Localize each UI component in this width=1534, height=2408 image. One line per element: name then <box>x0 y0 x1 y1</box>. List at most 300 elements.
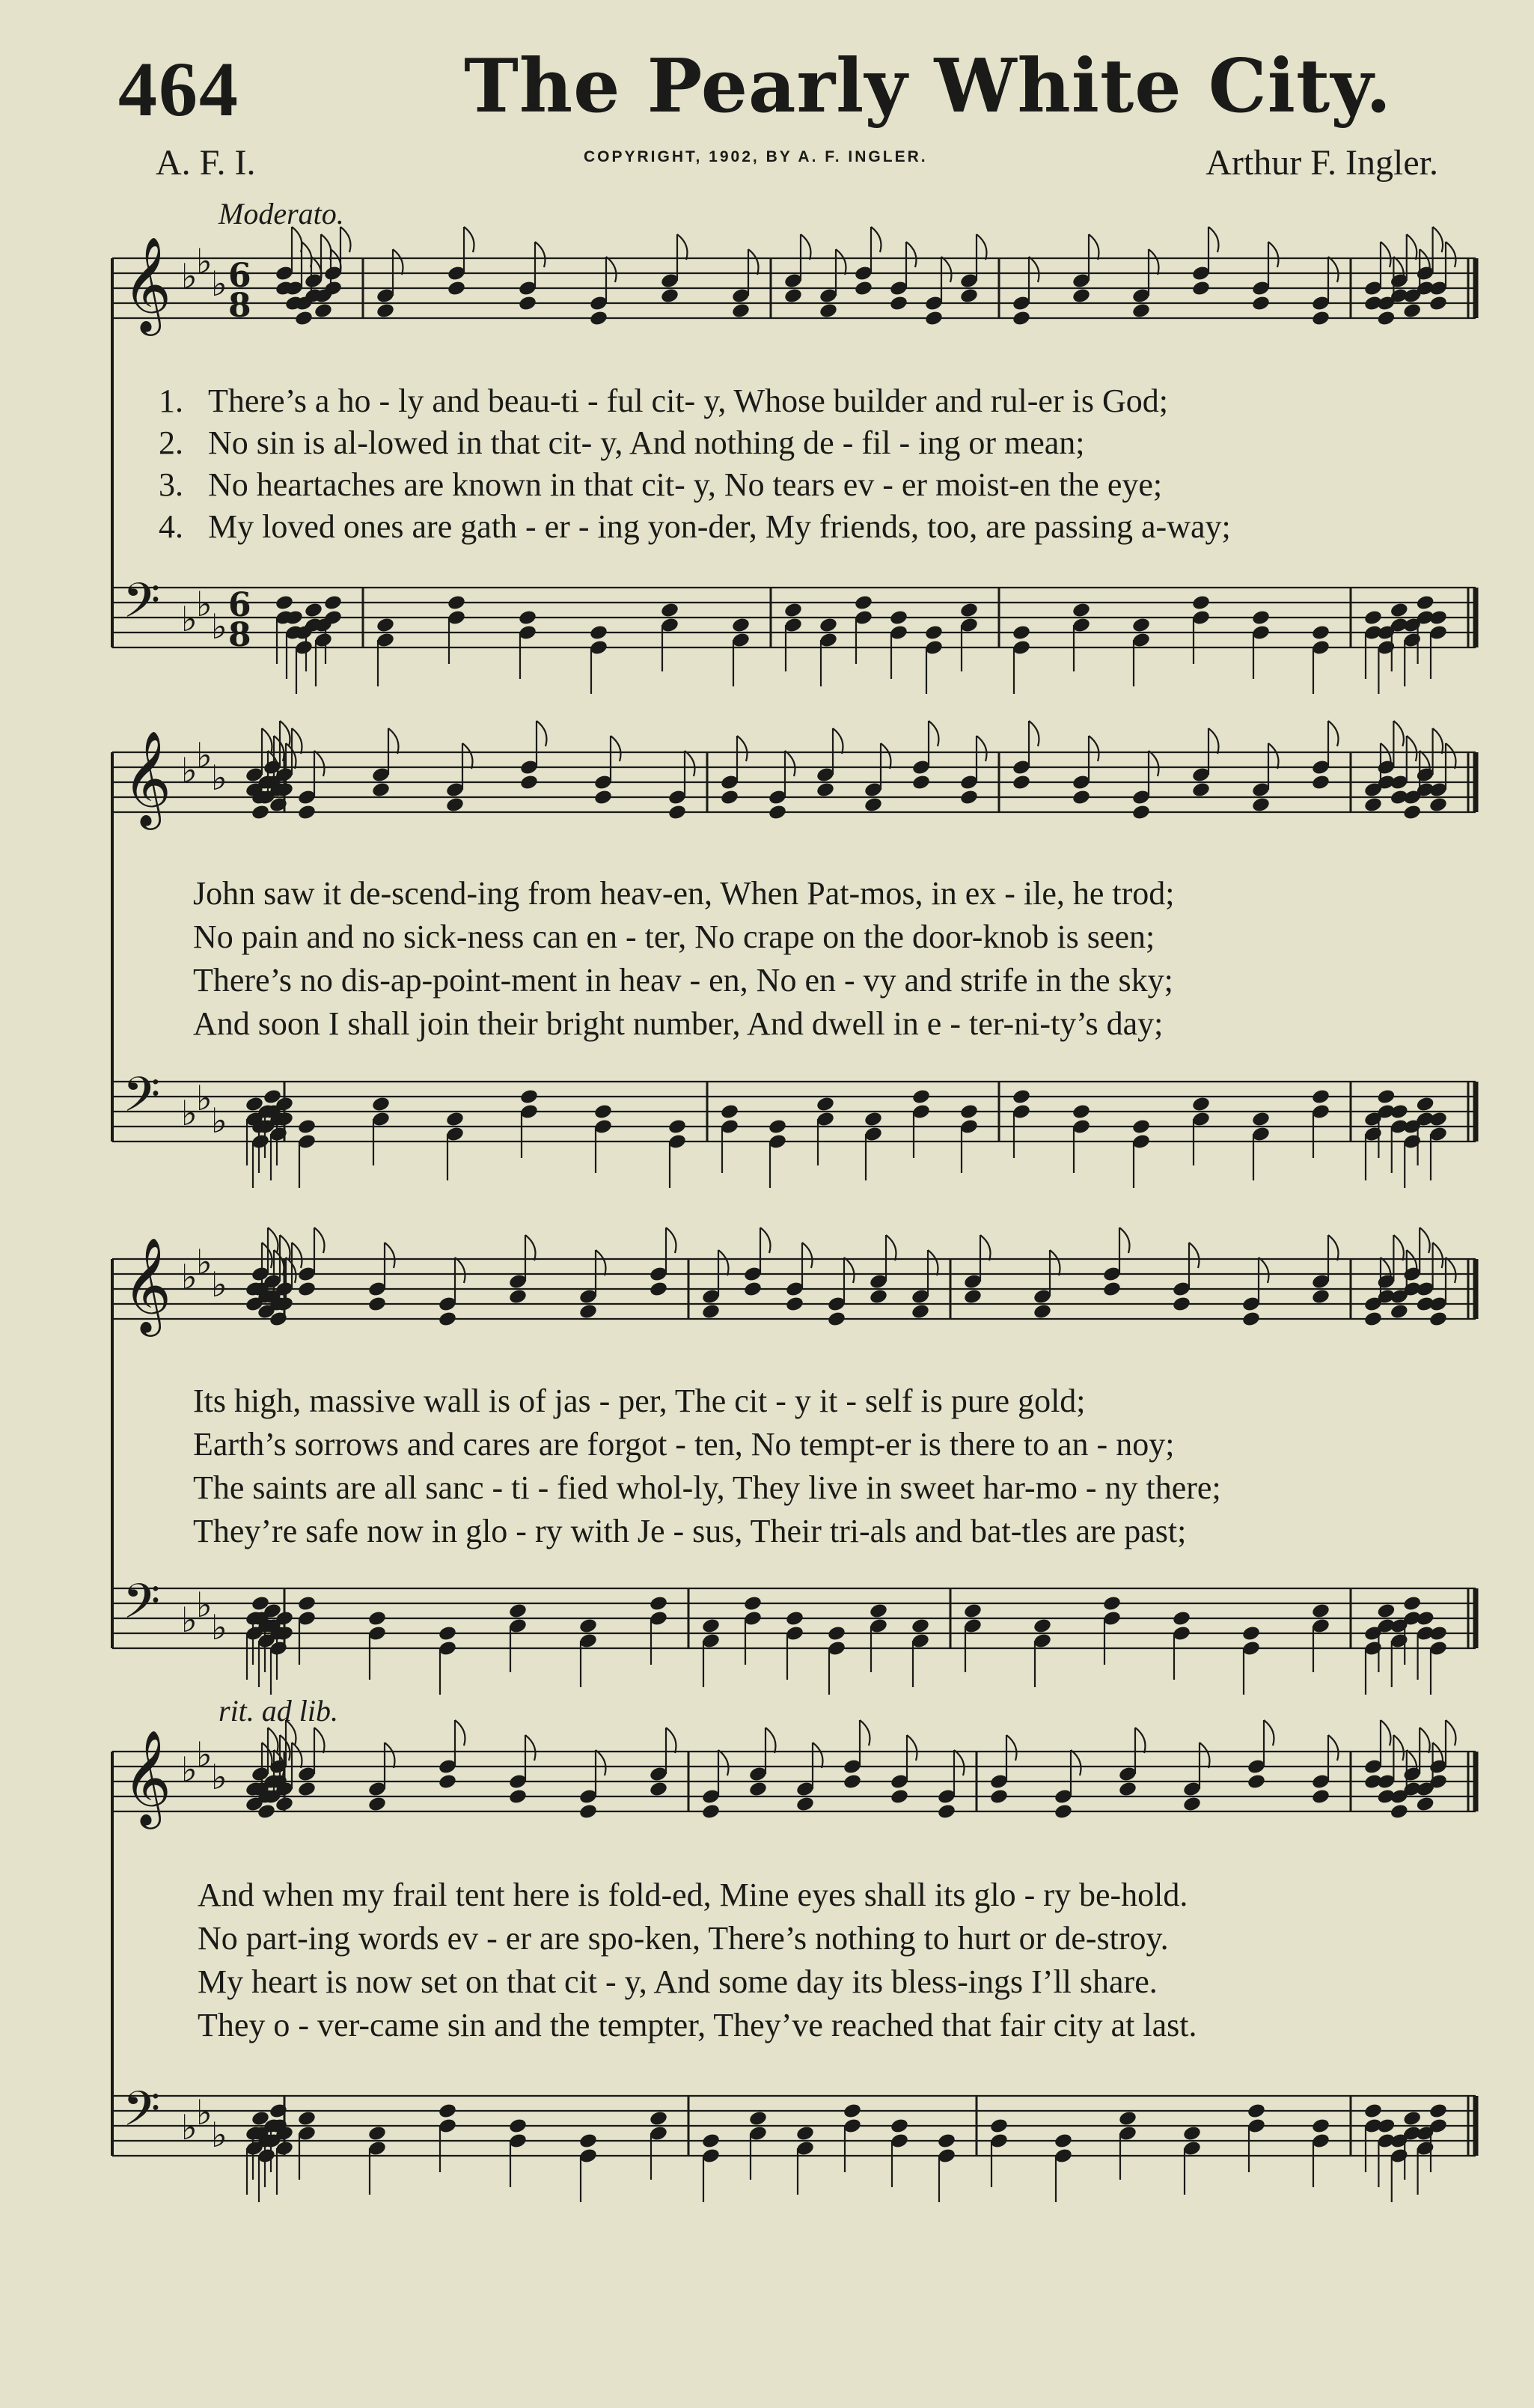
notehead <box>367 1296 387 1313</box>
notehead <box>864 796 883 814</box>
notehead <box>937 2133 956 2150</box>
notehead <box>989 2118 1009 2135</box>
note-flag <box>718 1250 729 1275</box>
notehead <box>924 310 944 327</box>
notehead <box>297 1281 317 1298</box>
treble-clef: 𝄞 <box>123 1729 172 1825</box>
notehead <box>667 1118 687 1136</box>
note-flag <box>1029 257 1039 282</box>
note-flag <box>1381 242 1391 267</box>
notehead <box>963 1288 983 1305</box>
flat-sign: ♭ <box>196 1734 213 1775</box>
notehead <box>508 2118 528 2135</box>
notehead <box>748 1781 768 1798</box>
note-flag <box>292 1243 302 1268</box>
notehead <box>1131 1118 1151 1136</box>
notehead <box>827 1625 846 1642</box>
note-flag <box>455 1720 465 1746</box>
flat-sign: ♭ <box>211 758 227 798</box>
notehead <box>1247 1773 1266 1790</box>
flat-sign: ♭ <box>181 1093 198 1133</box>
notehead <box>720 789 739 806</box>
flat-sign: ♭ <box>196 1242 213 1282</box>
notehead <box>1311 624 1330 641</box>
note-flag <box>1393 1735 1404 1761</box>
notehead <box>924 624 944 641</box>
notehead <box>1131 302 1151 320</box>
note-flag <box>385 1743 395 1768</box>
note-flag <box>677 234 688 260</box>
flat-sign: ♭ <box>196 2092 213 2133</box>
note-flag <box>1264 1720 1274 1746</box>
flat-sign: ♭ <box>181 2107 198 2148</box>
notehead <box>959 602 979 619</box>
notehead <box>720 1103 739 1121</box>
notehead <box>816 781 835 799</box>
note-flag <box>611 736 621 761</box>
treble-clef: 𝄞 <box>123 1237 172 1332</box>
note-flag <box>286 1720 296 1746</box>
note-flag <box>1089 234 1099 260</box>
note-flag <box>606 257 617 282</box>
flat-sign: ♭ <box>181 1257 198 1297</box>
notehead <box>743 1281 763 1298</box>
notehead <box>1376 1088 1396 1106</box>
notehead <box>864 1111 883 1128</box>
note-flag <box>302 242 312 267</box>
notehead <box>297 2110 317 2127</box>
note-flag <box>1433 728 1443 754</box>
time-signature-bottom: 8 <box>228 616 251 654</box>
notehead <box>519 1088 539 1106</box>
notehead <box>1102 1595 1122 1612</box>
notehead <box>1416 1096 1435 1113</box>
notehead <box>376 617 395 634</box>
notehead <box>911 1303 930 1320</box>
notehead <box>768 804 787 821</box>
flat-sign: ♭ <box>211 1100 227 1141</box>
lyric-line: And when my frail tent here is fold-ed, Mine eyes shall its glo - ry be-hold. <box>198 1877 1188 1913</box>
note-flag <box>1208 227 1219 252</box>
notehead <box>819 617 838 634</box>
notehead <box>911 1618 930 1635</box>
notehead <box>731 302 751 320</box>
note-flag <box>907 1735 917 1761</box>
note-flag <box>268 1728 278 1753</box>
notehead <box>649 2110 668 2127</box>
treble-clef: 𝄞 <box>123 236 172 332</box>
note-flag <box>941 257 952 282</box>
notehead <box>1428 295 1448 312</box>
notehead <box>376 302 395 320</box>
flat-sign: ♭ <box>181 256 198 296</box>
notehead <box>1390 602 1409 619</box>
note-flag <box>1050 1250 1060 1275</box>
notehead <box>1054 2133 1073 2150</box>
notehead <box>701 2133 721 2150</box>
lyric-text: No heartaches are known in that cit- y, No tears ev - er moist-en the eye; <box>208 466 1163 503</box>
notehead <box>1033 1618 1052 1635</box>
note-flag <box>929 721 939 746</box>
note-flag <box>813 1743 823 1768</box>
lyric-line: No pain and no sick-ness can en - ter, No crape on the door-knob is seen; <box>193 918 1155 955</box>
notehead <box>937 1803 956 1820</box>
note-flag <box>1029 721 1039 746</box>
lyric-line: There’s no dis-ap-point-ment in heav - en, No en - vy and strife in the sky; <box>193 962 1173 999</box>
notehead <box>1251 1111 1271 1128</box>
note-flag <box>1446 743 1456 769</box>
note-flag <box>388 728 399 754</box>
notehead <box>578 1803 598 1820</box>
notehead <box>1191 1096 1211 1113</box>
note-flag <box>321 234 331 260</box>
notehead <box>1172 1610 1191 1627</box>
note-flag <box>1200 1743 1210 1768</box>
notehead <box>251 804 270 821</box>
notehead <box>297 1781 317 1798</box>
flat-sign: ♭ <box>196 1585 213 1625</box>
note-flag <box>1446 1258 1456 1283</box>
note-flag <box>286 1258 296 1283</box>
notehead <box>1363 796 1383 814</box>
notehead <box>843 2103 862 2120</box>
note-flag <box>1135 1728 1146 1753</box>
notehead <box>1182 1796 1202 1813</box>
lyric-line: My heart is now set on that cit - y, And some day its bless-ings I’ll share. <box>198 1963 1158 2000</box>
note-flag <box>525 1235 536 1261</box>
composer-name: Arthur F. Ingler. <box>1205 143 1438 183</box>
verse-number: 1. <box>159 382 183 419</box>
flat-sign: ♭ <box>211 2115 227 2155</box>
lyric-text: No sin is al-lowed in that cit- y, And nothing de - fil - ing or mean; <box>208 424 1085 461</box>
notehead <box>1191 280 1211 297</box>
flat-sign: ♭ <box>211 1607 227 1648</box>
notehead <box>743 1595 763 1612</box>
bass-clef: 𝄢 <box>123 573 161 641</box>
notehead <box>1012 624 1031 641</box>
flat-sign: ♭ <box>196 735 213 775</box>
note-flag <box>766 1728 776 1753</box>
notehead <box>593 789 613 806</box>
note-flag <box>1433 227 1443 252</box>
notehead <box>508 1788 528 1805</box>
notehead <box>1363 609 1383 627</box>
notehead <box>447 594 466 612</box>
notehead <box>1376 310 1396 327</box>
notehead <box>890 1788 909 1805</box>
notehead <box>1102 1281 1122 1298</box>
notehead <box>911 1088 931 1106</box>
note-flag <box>666 1728 676 1753</box>
note-flag <box>977 736 987 761</box>
note-flag <box>274 1250 284 1275</box>
note-flag <box>954 1750 965 1775</box>
note-flag <box>1328 1735 1339 1761</box>
note-flag <box>1006 1735 1017 1761</box>
notehead <box>1311 774 1330 791</box>
note-flag <box>906 242 917 267</box>
notehead <box>1311 1288 1330 1305</box>
notehead <box>785 1296 804 1313</box>
notehead <box>1311 1603 1330 1620</box>
note-flag <box>1089 736 1099 761</box>
author-initials: A. F. I. <box>156 143 256 183</box>
hymn-title: The Pearly White City. <box>464 43 1393 129</box>
notehead <box>438 2103 457 2120</box>
notehead <box>1118 2110 1137 2127</box>
lyric-text: There’s a ho - ly and beau-ti - ful cit- y, Whose builder and rul-er is God; <box>208 382 1168 419</box>
notehead <box>660 287 679 305</box>
notehead <box>1402 2110 1422 2127</box>
notehead <box>701 1618 721 1635</box>
bass-clef: 𝄢 <box>123 2082 161 2149</box>
notehead <box>1390 1803 1409 1820</box>
note-flag <box>1071 1750 1081 1775</box>
time-signature-top: 6 <box>228 586 251 624</box>
lyric-line: They o - ver-came sin and the tempter, They’ve reached that fair city at last. <box>198 2007 1197 2043</box>
note-flag <box>596 1250 606 1275</box>
notehead <box>508 1603 528 1620</box>
notehead <box>854 280 873 297</box>
note-flag <box>1393 1235 1404 1261</box>
notehead <box>1054 1803 1073 1820</box>
notehead <box>1251 609 1271 627</box>
note-flag <box>1420 1728 1430 1753</box>
notehead <box>649 1595 668 1612</box>
note-flag <box>1189 1243 1200 1268</box>
note-flag <box>1446 1720 1456 1746</box>
note-flag <box>262 1743 272 1768</box>
note-flag <box>393 249 403 275</box>
bass-clef: 𝄢 <box>123 1067 161 1135</box>
notehead <box>1251 796 1271 814</box>
note-flag <box>292 227 302 252</box>
notehead <box>294 310 314 327</box>
notehead <box>314 302 333 320</box>
notehead <box>508 1288 528 1305</box>
note-flag <box>801 234 811 260</box>
note-flag <box>596 1750 606 1775</box>
note-flag <box>292 728 302 754</box>
notehead <box>1402 804 1422 821</box>
flat-sign: ♭ <box>211 1757 227 1797</box>
flat-sign: ♭ <box>181 1749 198 1790</box>
notehead <box>1118 1781 1137 1798</box>
note-flag <box>785 751 795 776</box>
notehead <box>959 287 979 305</box>
notehead <box>589 310 608 327</box>
note-flag <box>1149 751 1159 776</box>
notehead <box>1390 1303 1409 1320</box>
flat-sign: ♭ <box>181 750 198 790</box>
time-signature-bottom: 8 <box>228 287 251 325</box>
note-flag <box>1433 1243 1443 1268</box>
note-flag <box>1407 234 1417 260</box>
hymn-number: 464 <box>118 46 239 132</box>
note-flag <box>1208 728 1219 754</box>
note-flag <box>462 743 473 769</box>
note-flag <box>314 1228 325 1253</box>
notehead <box>1428 1111 1448 1128</box>
note-flag <box>280 721 290 746</box>
note-flag <box>718 1750 729 1775</box>
note-flag <box>666 1228 676 1253</box>
notehead <box>1390 1103 1409 1121</box>
note-flag <box>836 249 846 275</box>
notehead <box>667 804 687 821</box>
notehead <box>1241 1311 1261 1328</box>
notehead <box>1311 1788 1330 1805</box>
note-flag <box>385 1243 395 1268</box>
notehead <box>371 1096 391 1113</box>
notehead <box>1241 1625 1261 1642</box>
note-flag <box>292 1743 302 1768</box>
notehead <box>1012 774 1031 791</box>
note-flag <box>464 227 474 252</box>
notehead <box>1311 310 1330 327</box>
notehead <box>1072 287 1091 305</box>
notehead <box>785 1610 804 1627</box>
notehead <box>518 295 537 312</box>
notehead <box>1428 796 1448 814</box>
notehead <box>275 594 294 612</box>
notehead <box>1416 1610 1435 1627</box>
notehead <box>1247 2103 1266 2120</box>
note-flag <box>980 1235 991 1261</box>
note-flag <box>802 1243 813 1268</box>
notehead <box>1012 1088 1031 1106</box>
notehead <box>578 1303 598 1320</box>
note-flag <box>886 1235 896 1261</box>
notehead <box>816 1096 835 1113</box>
flat-sign: ♭ <box>196 1078 213 1118</box>
note-flag <box>525 1735 536 1761</box>
notehead <box>843 1773 862 1790</box>
notehead <box>447 280 466 297</box>
flat-sign: ♭ <box>211 606 227 647</box>
note-flag <box>860 1720 870 1746</box>
notehead <box>1416 1796 1435 1813</box>
note-flag <box>286 743 296 769</box>
notehead <box>297 1595 317 1612</box>
notehead <box>1428 1311 1448 1328</box>
lyric-line <box>159 507 1231 546</box>
notehead <box>783 287 803 305</box>
lyric-line: Earth’s sorrows and cares are forgot - ten, No tempt-er is there to an - noy; <box>193 1426 1175 1463</box>
treble-clef: 𝄞 <box>123 730 172 826</box>
notehead <box>593 1103 613 1121</box>
notehead <box>438 1311 457 1328</box>
note-flag <box>833 728 843 754</box>
note-flag <box>1119 1228 1130 1253</box>
note-flag <box>268 1228 278 1253</box>
notehead <box>518 609 537 627</box>
notehead <box>889 609 908 627</box>
notehead <box>1072 1103 1091 1121</box>
note-flag <box>1393 721 1404 746</box>
notehead <box>768 1118 787 1136</box>
bass-clef: 𝄢 <box>123 1574 161 1642</box>
notehead <box>1416 594 1435 612</box>
notehead <box>1033 1303 1052 1320</box>
note-flag <box>314 1728 325 1753</box>
lyric-line <box>159 466 1162 504</box>
note-flag <box>1446 242 1456 267</box>
notehead <box>1131 617 1151 634</box>
notehead <box>649 1781 668 1798</box>
notehead <box>1428 2103 1448 2120</box>
notehead <box>1376 1603 1396 1620</box>
verse-number: 4. <box>159 508 183 545</box>
notehead <box>889 295 908 312</box>
notehead <box>1428 1625 1448 1642</box>
notehead <box>869 1603 888 1620</box>
notehead <box>1428 609 1448 627</box>
notehead <box>869 1288 888 1305</box>
lyric-line <box>159 424 1085 462</box>
notehead <box>989 1788 1009 1805</box>
notehead <box>1402 1595 1422 1612</box>
notehead <box>367 1610 387 1627</box>
flat-sign: ♭ <box>211 1264 227 1305</box>
notehead <box>445 796 465 814</box>
notehead <box>1402 302 1422 320</box>
notehead <box>1376 2118 1396 2135</box>
notehead <box>1363 1311 1383 1328</box>
note-flag <box>262 1243 272 1268</box>
note-flag <box>748 249 759 275</box>
notehead <box>731 617 751 634</box>
notehead <box>1072 602 1091 619</box>
notehead <box>963 1603 983 1620</box>
notehead <box>1131 804 1151 821</box>
flat-sign: ♭ <box>181 599 198 639</box>
note-flag <box>760 1228 771 1253</box>
notehead <box>578 2133 598 2150</box>
notehead <box>519 774 539 791</box>
tempo-marking: Moderato. <box>219 197 344 231</box>
verse-number: 2. <box>159 424 183 461</box>
notehead <box>578 1618 598 1635</box>
lyric-line: No part-ing words ev - er are spo-ken, There’s nothing to hurt or de-stroy. <box>198 1920 1169 1957</box>
notehead <box>649 1281 668 1298</box>
flat-sign: ♭ <box>196 584 213 624</box>
notehead <box>827 1311 846 1328</box>
lyric-text: My loved ones are gath - er - ing yon-der, My friends, too, are passing a-way; <box>208 508 1231 545</box>
notehead <box>1363 2103 1383 2120</box>
notehead <box>890 2118 909 2135</box>
flat-sign: ♭ <box>181 1600 198 1640</box>
lyric-line: The saints are all sanc - ti - fied whol-ly, They live in sweet har-mo - ny there; <box>193 1469 1221 1506</box>
ritardando-marking: rit. ad lib. <box>219 1694 339 1728</box>
note-flag <box>340 227 351 252</box>
notehead <box>701 1803 721 1820</box>
notehead <box>1191 594 1211 612</box>
notehead <box>854 594 873 612</box>
notehead <box>1172 1296 1191 1313</box>
notehead <box>297 1118 317 1136</box>
notehead <box>445 1111 465 1128</box>
notehead <box>438 1625 457 1642</box>
notehead <box>1182 2125 1202 2142</box>
notehead <box>701 1303 721 1320</box>
time-signature-top: 6 <box>228 257 251 295</box>
lyric-line: Its high, massive wall is of jas - per, The cit - y it - self is pure gold; <box>193 1383 1086 1419</box>
note-flag <box>274 736 284 761</box>
notehead <box>795 1796 815 1813</box>
flat-sign: ♭ <box>196 241 213 281</box>
note-flag <box>1149 249 1159 275</box>
